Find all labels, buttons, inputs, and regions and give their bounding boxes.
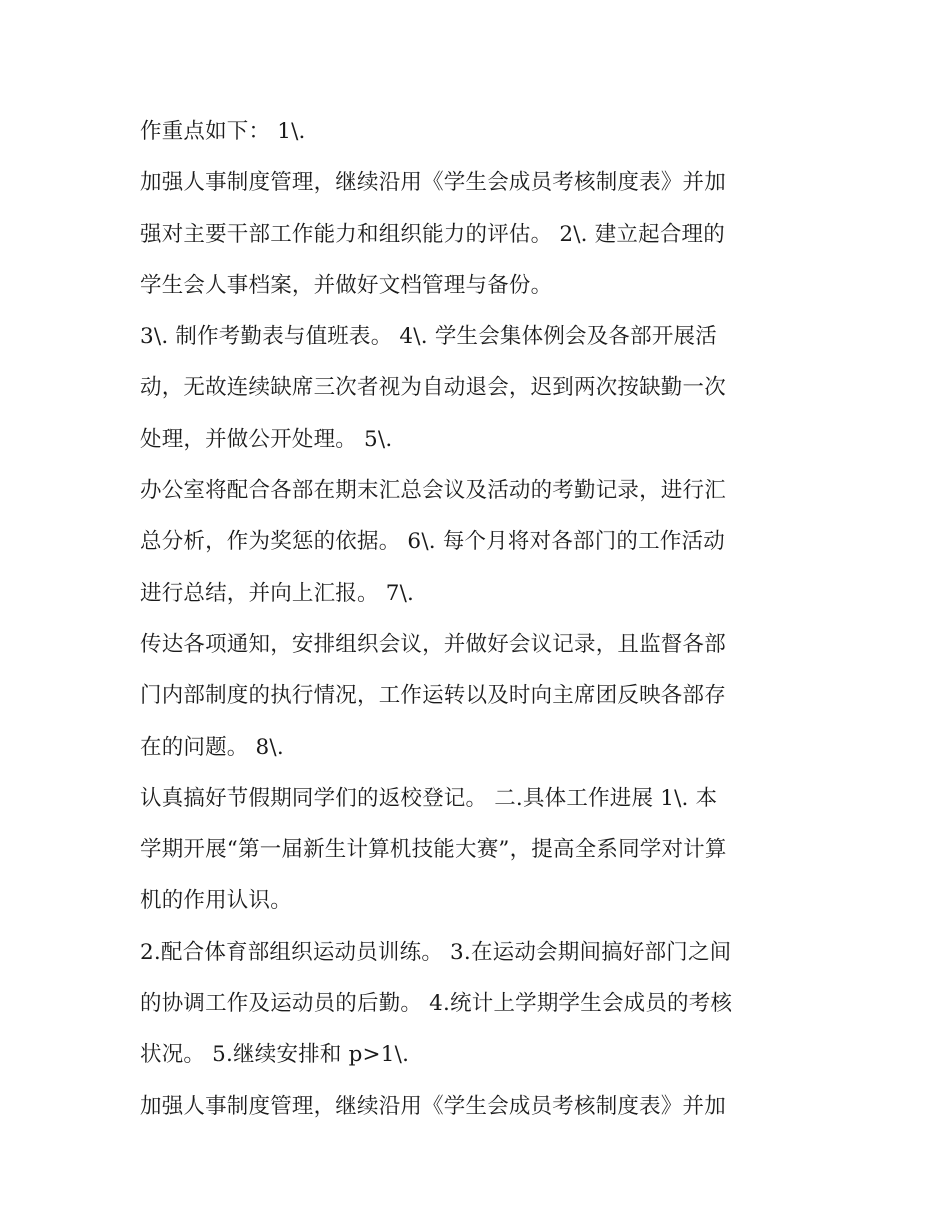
text-line: 进行总结，并向上汇报。 7\. [140,580,415,606]
text-line: 作重点如下： 1\. [140,119,306,144]
text-line: 强对主要干部工作能力和组织能力的评估。 2\. 建立起合理的 [140,221,725,247]
text-line: 动，无故连续缺席三次者视为自动退会，迟到两次按缺勤一次 [140,375,726,401]
text-line: 3\. 制作考勤表与值班表。 4\. 学生会集体例会及各部开展活 [140,324,717,350]
text-line: 办公室将配合各部在期末汇总会议及活动的考勤记录，进行汇 [140,478,726,504]
text-line: 加强人事制度管理，继续沿用《学生会成员考核制度表》并加 [140,170,726,196]
text-line: 加强人事制度管理，继续沿用《学生会成员考核制度表》并加 [140,1093,726,1119]
document-body [140,106,820,1132]
text-line: 学期开展“第一届新生计算机技能大赛”，提高全系同学对计算 [140,837,727,863]
text-line: 传达各项通知，安排组织会议，并做好会议记录，且监督各部 [140,631,726,657]
text-line: 门内部制度的执行情况，工作运转以及时向主席团反映各部存 [140,683,726,709]
text-line: 学生会人事档案，并做好文档管理与备份。 [140,272,553,298]
text-line: 机的作用认识。 [140,888,292,914]
text-line: 认真搞好节假期同学们的返校登记。 二.具体工作进展 1\. 本 [140,785,718,811]
text-line: 在的问题。 8\. [140,734,284,760]
text-line: 状况。 5.继续安排和 p>1\. [140,1042,410,1068]
text-line: 的协调工作及运动员的后勤。 4.统计上学期学生会成员的考核 [140,991,733,1017]
text-line: 2.配合体育部组织运动员训练。 3.在运动会期间搞好部门之间 [140,939,732,965]
text-line: 处理，并做公开处理。 5\. [140,426,393,452]
text-line: 总分析，作为奖惩的依据。 6\. 每个月将对各部门的工作活动 [140,529,725,555]
